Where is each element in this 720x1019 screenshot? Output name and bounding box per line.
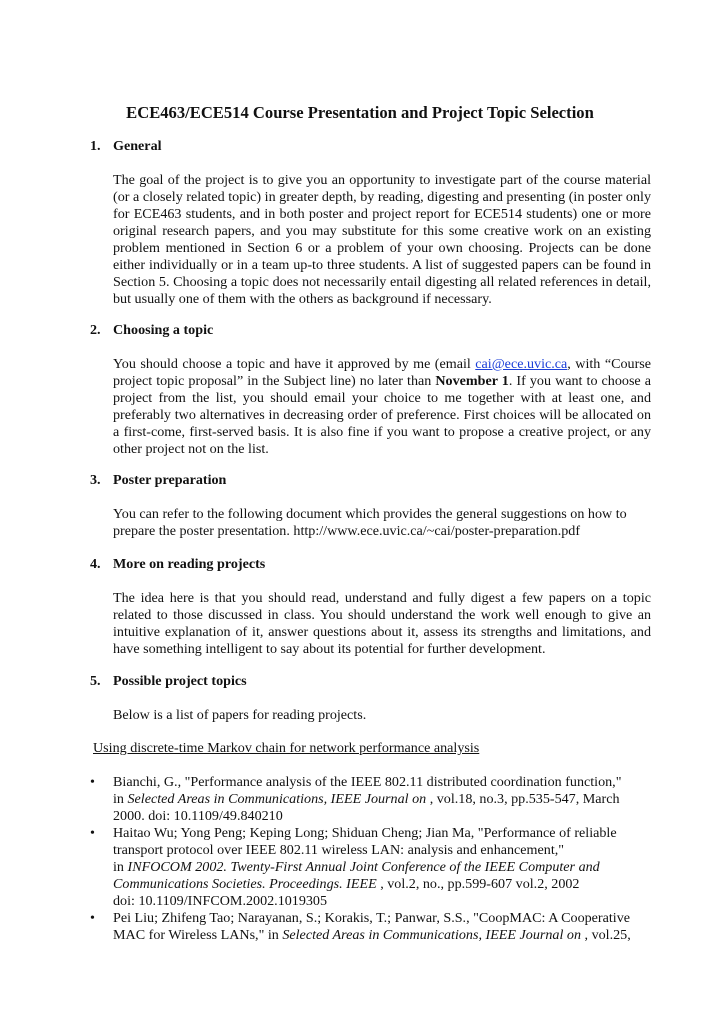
email-link[interactable]: cai@ece.uvic.ca [475, 356, 568, 372]
section-paragraph [113, 707, 651, 724]
section-title: Choosing a topic [113, 322, 214, 338]
section-number: 2. [90, 322, 101, 338]
section-paragraph [113, 590, 651, 658]
reference-text: doi: 10.1109/INFCOM.2002.1019305 [113, 893, 328, 909]
reference-text: , vol.18, no.3, pp.535-547, March [426, 791, 620, 807]
section-choosing-topic [90, 322, 651, 458]
paragraph-text: You can refer to the following document which provides the general suggestions on how to prepare the poster presentation. http://www.ece.uvic.ca/~cai/poster-preparation.pdf [113, 506, 627, 539]
section-title: More on reading projects [113, 556, 266, 572]
section-heading [90, 673, 651, 690]
bullet-marker: • [90, 910, 95, 926]
section-number: 1. [90, 138, 101, 154]
section-paragraph [113, 172, 651, 308]
reference-text: Haitao Wu; Yong Peng; Keping Long; Shiduan Cheng; Jian Ma, "Performance of reliable [113, 825, 617, 841]
reference-text: , vol.2, no., pp.599-607 vol.2, 2002 [376, 876, 580, 892]
section-number: 3. [90, 472, 101, 488]
reference-line [113, 808, 660, 825]
reference-item [90, 825, 660, 910]
section-paragraph [113, 506, 651, 540]
reference-line [113, 842, 660, 859]
deadline-date: November 1 [435, 373, 509, 389]
reference-text: 2000. doi: 10.1109/49.840210 [113, 808, 283, 824]
bullet-marker: • [90, 774, 95, 790]
reference-line [113, 825, 660, 842]
section-title: Possible project topics [113, 673, 247, 689]
section-project-topics [90, 673, 651, 724]
paragraph-text-part: . If you want to choose a project from the list, you should email your choice to me together with at least one, and preferably two alternatives in decreasing order of preference. First choices will be allocated on a first-come, first-served basis. It is also fine if you want to propose a creative project, or any other project not on the list. [113, 373, 651, 457]
reference-line [113, 893, 660, 910]
reference-text: Bianchi, G., "Performance analysis of the IEEE 802.11 distributed coordination function," [113, 774, 622, 790]
reference-line [113, 910, 660, 927]
section-heading [90, 322, 651, 339]
section-title: General [113, 138, 162, 154]
reference-item [90, 910, 660, 944]
reference-text: MAC for Wireless LANs," in [113, 927, 283, 943]
paragraph-text-part: , with “Course project topic proposal” in the Subject line) no later than [113, 356, 651, 389]
reference-venue: Selected Areas in Communications, IEEE Journal on [282, 927, 582, 943]
section-general [90, 138, 651, 308]
reference-item [90, 774, 660, 825]
section-heading [90, 472, 651, 489]
reference-text: Pei Liu; Zhifeng Tao; Narayanan, S.; Korakis, T.; Panwar, S.S., "CoopMAC: A Cooperative [113, 910, 631, 926]
reference-list [90, 774, 660, 944]
reference-line [113, 774, 660, 791]
reference-venue: Selected Areas in Communications, IEEE Journal on [127, 791, 427, 807]
section-heading [90, 556, 651, 573]
reference-text: transport protocol over IEEE 802.11 wireless LAN: analysis and enhancement," [113, 842, 565, 858]
section-number: 4. [90, 556, 101, 572]
section-poster-preparation [90, 472, 651, 540]
section-reading-projects [90, 556, 651, 658]
reference-line [113, 876, 660, 893]
reference-text: in [113, 859, 128, 875]
paragraph-text: The idea here is that you should read, understand and fully digest a few papers on a topic related to those discussed in class. You should understand the work well enough to give an intuitive explanation of it, answer questions about it, assess its strengths and limitations, and have something intelligent to say about its potential for further development. [113, 590, 651, 657]
section-number: 5. [90, 673, 101, 689]
section-heading [90, 138, 651, 155]
reference-venue: INFOCOM 2002. Twenty-First Annual Joint Conference of the IEEE Computer and [127, 859, 600, 875]
paragraph-text: Below is a list of papers for reading projects. [113, 707, 367, 723]
bullet-marker: • [90, 825, 95, 841]
topic-subheading: Using discrete-time Markov chain for network performance analysis [93, 740, 480, 756]
paragraph-text-part: You should choose a topic and have it approved by me (email [113, 356, 476, 372]
reference-line [113, 859, 660, 876]
reference-text: in [113, 791, 128, 807]
document-title: ECE463/ECE514 Course Presentation and Project Topic Selection [126, 103, 594, 122]
reference-venue: Communications Societies. Proceedings. IEEE [113, 876, 377, 892]
paragraph-text [113, 356, 651, 458]
paragraph-text: The goal of the project is to give you an opportunity to investigate part of the course material (or a closely related topic) in greater depth, by reading, digesting and presenting (in poster only for ECE463 students, and in both poster and project report for ECE514 students) one or more original research papers, and you may substitute for this some creative work on an existing problem mentioned in Section 6 or a problem of your own choosing. Projects can be done either individually or in a team up-to three students. A list of suggested papers can be found in Section 5. Choosing a topic does not necessarily entail digesting all related references in detail, but usually one of them with the others as background if necessary. [113, 172, 651, 307]
section-title: Poster preparation [113, 472, 227, 488]
reference-line [113, 791, 660, 808]
section-paragraph [113, 356, 651, 458]
reference-line [113, 927, 660, 944]
reference-text: , vol.25, [581, 927, 631, 943]
